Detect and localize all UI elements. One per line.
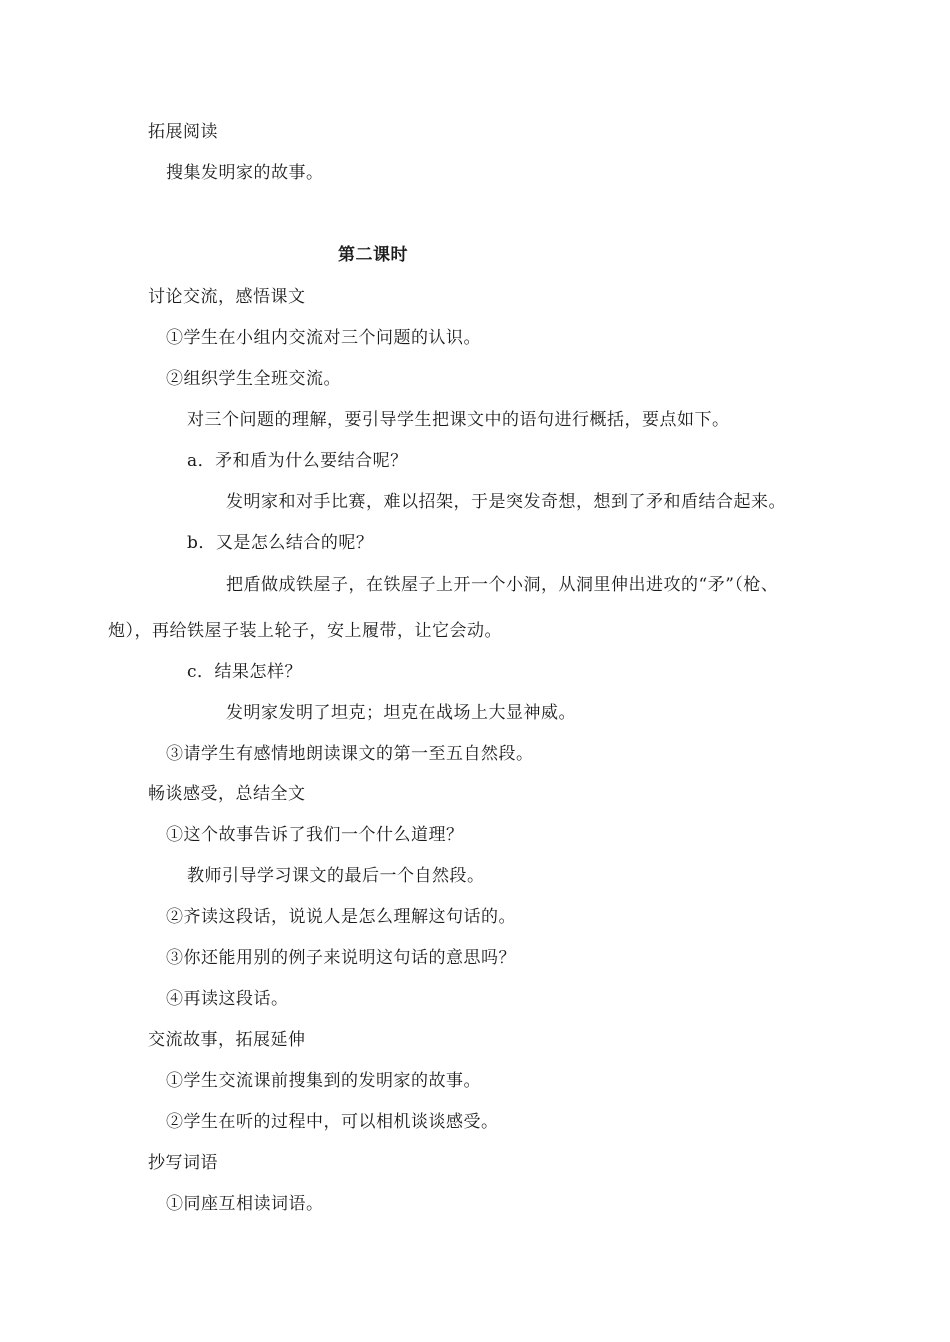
question-b: b．又是怎么结合的呢？ — [187, 533, 374, 553]
section-heading-stories: 交流故事，拓展延伸 — [148, 1030, 306, 1050]
step-item: ②组织学生全班交流。 — [166, 369, 341, 389]
answer-b: 把盾做成铁屋子，在铁屋子上开一个小洞，从洞里伸出进攻的“矛”（枪、 — [226, 575, 779, 595]
answer-c: 发明家发明了坦克；坦克在战场上大显神威。 — [226, 703, 576, 723]
step-item: ①这个故事告诉了我们一个什么道理？ — [166, 825, 464, 845]
step-item: ④再读这段话。 — [166, 989, 289, 1009]
answer-b-continued: 炮），再给铁屋子装上轮子，安上履带，让它会动。 — [108, 621, 502, 641]
lesson-title: 第二课时 — [338, 245, 408, 265]
question-a: a．矛和盾为什么要结合呢？ — [187, 451, 408, 471]
step-item: ③请学生有感情地朗读课文的第一至五自然段。 — [166, 744, 534, 764]
extended-reading-item: 搜集发明家的故事。 — [166, 163, 324, 183]
section-heading-feelings: 畅谈感受，总结全文 — [148, 784, 306, 804]
step-item: ①同座互相读词语。 — [166, 1194, 324, 1214]
step-item: ①学生交流课前搜集到的发明家的故事。 — [166, 1071, 481, 1091]
section-heading-discussion: 讨论交流，感悟课文 — [148, 287, 306, 307]
question-c: c．结果怎样？ — [187, 662, 303, 682]
step-item: ①学生在小组内交流对三个问题的认识。 — [166, 328, 481, 348]
extended-reading-heading: 拓展阅读 — [148, 122, 218, 142]
step-item: ③你还能用别的例子来说明这句话的意思吗？ — [166, 948, 516, 968]
summary-text: 对三个问题的理解，要引导学生把课文中的语句进行概括，要点如下。 — [187, 410, 730, 430]
teacher-note: 教师引导学习课文的最后一个自然段。 — [187, 866, 485, 886]
step-item: ②学生在听的过程中，可以相机谈谈感受。 — [166, 1112, 499, 1132]
step-item: ②齐读这段话，说说人是怎么理解这句话的。 — [166, 907, 516, 927]
section-heading-copy-words: 抄写词语 — [148, 1153, 218, 1173]
answer-a: 发明家和对手比赛，难以招架，于是突发奇想，想到了矛和盾结合起来。 — [226, 492, 786, 512]
